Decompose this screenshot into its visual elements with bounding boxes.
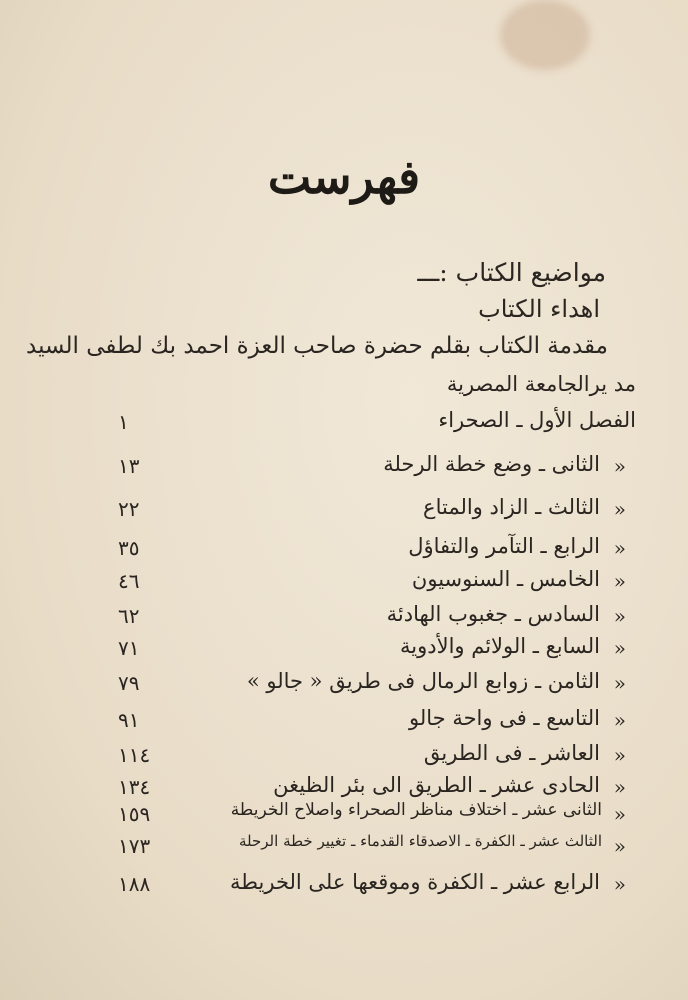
toc-chapter-title: الثامن ـ زوابع الرمال فى طريق « جالو » xyxy=(246,669,600,693)
toc-row xyxy=(0,669,688,699)
toc-chapter-title: السادس ـ جغبوب الهادئة xyxy=(386,602,600,626)
toc-chapter-title: الرابع ـ التآمر والتفاؤل xyxy=(408,534,600,558)
toc-ditto-mark: « xyxy=(613,604,626,628)
toc-row xyxy=(0,452,688,482)
toc-ditto-mark: « xyxy=(613,775,626,799)
toc-row xyxy=(0,602,688,632)
toc-chapter-title: العاشر ـ فى الطريق xyxy=(423,741,600,765)
toc-page-number: ١٣٤ xyxy=(118,775,151,799)
toc-ditto-mark: « xyxy=(613,569,626,593)
toc-chapter-title: الفصل الأول ـ الصحراء xyxy=(438,408,636,432)
toc-ditto-mark: « xyxy=(613,834,626,858)
foreword-line-1: مقدمة الكتاب بقلم حضرة صاحب العزة احمد بك لطفى السيد xyxy=(26,333,608,359)
toc-ditto-mark: « xyxy=(613,636,626,660)
toc-ditto-mark: « xyxy=(613,497,626,521)
toc-row xyxy=(0,773,688,803)
subjects-heading: مواضيع الكتاب :ـــ xyxy=(417,258,606,287)
toc-page-number: ٢٢ xyxy=(118,497,140,521)
page-title: فهرست xyxy=(267,150,421,204)
toc-row xyxy=(0,495,688,525)
toc-row xyxy=(0,706,688,736)
toc-page-number: ٧١ xyxy=(118,636,140,660)
paper-stain xyxy=(500,0,590,70)
toc-row xyxy=(0,800,688,830)
toc-row xyxy=(0,567,688,597)
toc-page-number: ١١٤ xyxy=(118,743,151,767)
toc-row xyxy=(0,534,688,564)
toc-chapter-title: الثانى عشر ـ اختلاف مناظر الصحراء واصلاح الخريطة xyxy=(230,800,602,820)
toc-page-number: ١٨٨ xyxy=(118,872,151,896)
toc-chapter-title: التاسع ـ فى واحة جالو xyxy=(409,706,600,730)
toc-chapter-title: الثالث عشر ـ الكفرة ـ الاصدقاء القدماء ـ تغيير خطة الرحلة xyxy=(239,832,602,850)
toc-page-number: ٩١ xyxy=(118,708,140,732)
toc-page-number: ٦٢ xyxy=(118,604,140,628)
toc-page-number: ١ xyxy=(118,410,129,434)
toc-ditto-mark: « xyxy=(613,454,626,478)
foreword-line-2: مد يرالجامعة المصرية xyxy=(446,372,636,396)
toc-page-number: ١٧٣ xyxy=(118,834,151,858)
toc-row xyxy=(0,634,688,664)
toc-chapter-title: الحادى عشر ـ الطريق الى بئر الظيغن xyxy=(273,773,600,797)
toc-ditto-mark: « xyxy=(613,872,626,896)
toc-page-number: ٤٦ xyxy=(118,569,140,593)
toc-ditto-mark: « xyxy=(613,802,626,826)
toc-row xyxy=(0,408,688,438)
toc-ditto-mark: « xyxy=(613,743,626,767)
toc-page-number: ٧٩ xyxy=(118,671,140,695)
toc-chapter-title: الثالث ـ الزاد والمتاع xyxy=(423,495,600,519)
toc-chapter-title: الخامس ـ السنوسيون xyxy=(411,567,600,591)
toc-ditto-mark: « xyxy=(613,671,626,695)
toc-chapter-title: الثانى ـ وضع خطة الرحلة xyxy=(383,452,600,476)
toc-ditto-mark: « xyxy=(613,536,626,560)
toc-row xyxy=(0,741,688,771)
toc-page-number: ٣٥ xyxy=(118,536,140,560)
toc-chapter-title: الرابع عشر ـ الكفرة وموقعها على الخريطة xyxy=(230,870,600,894)
toc-row xyxy=(0,870,688,900)
toc-chapter-title: السابع ـ الولائم والأدوية xyxy=(400,634,600,658)
toc-page-number: ١٥٩ xyxy=(118,802,151,826)
toc-ditto-mark: « xyxy=(613,708,626,732)
toc-page-number: ١٣ xyxy=(118,454,140,478)
toc-row xyxy=(0,832,688,862)
dedication-line: اهداء الكتاب xyxy=(478,295,600,323)
